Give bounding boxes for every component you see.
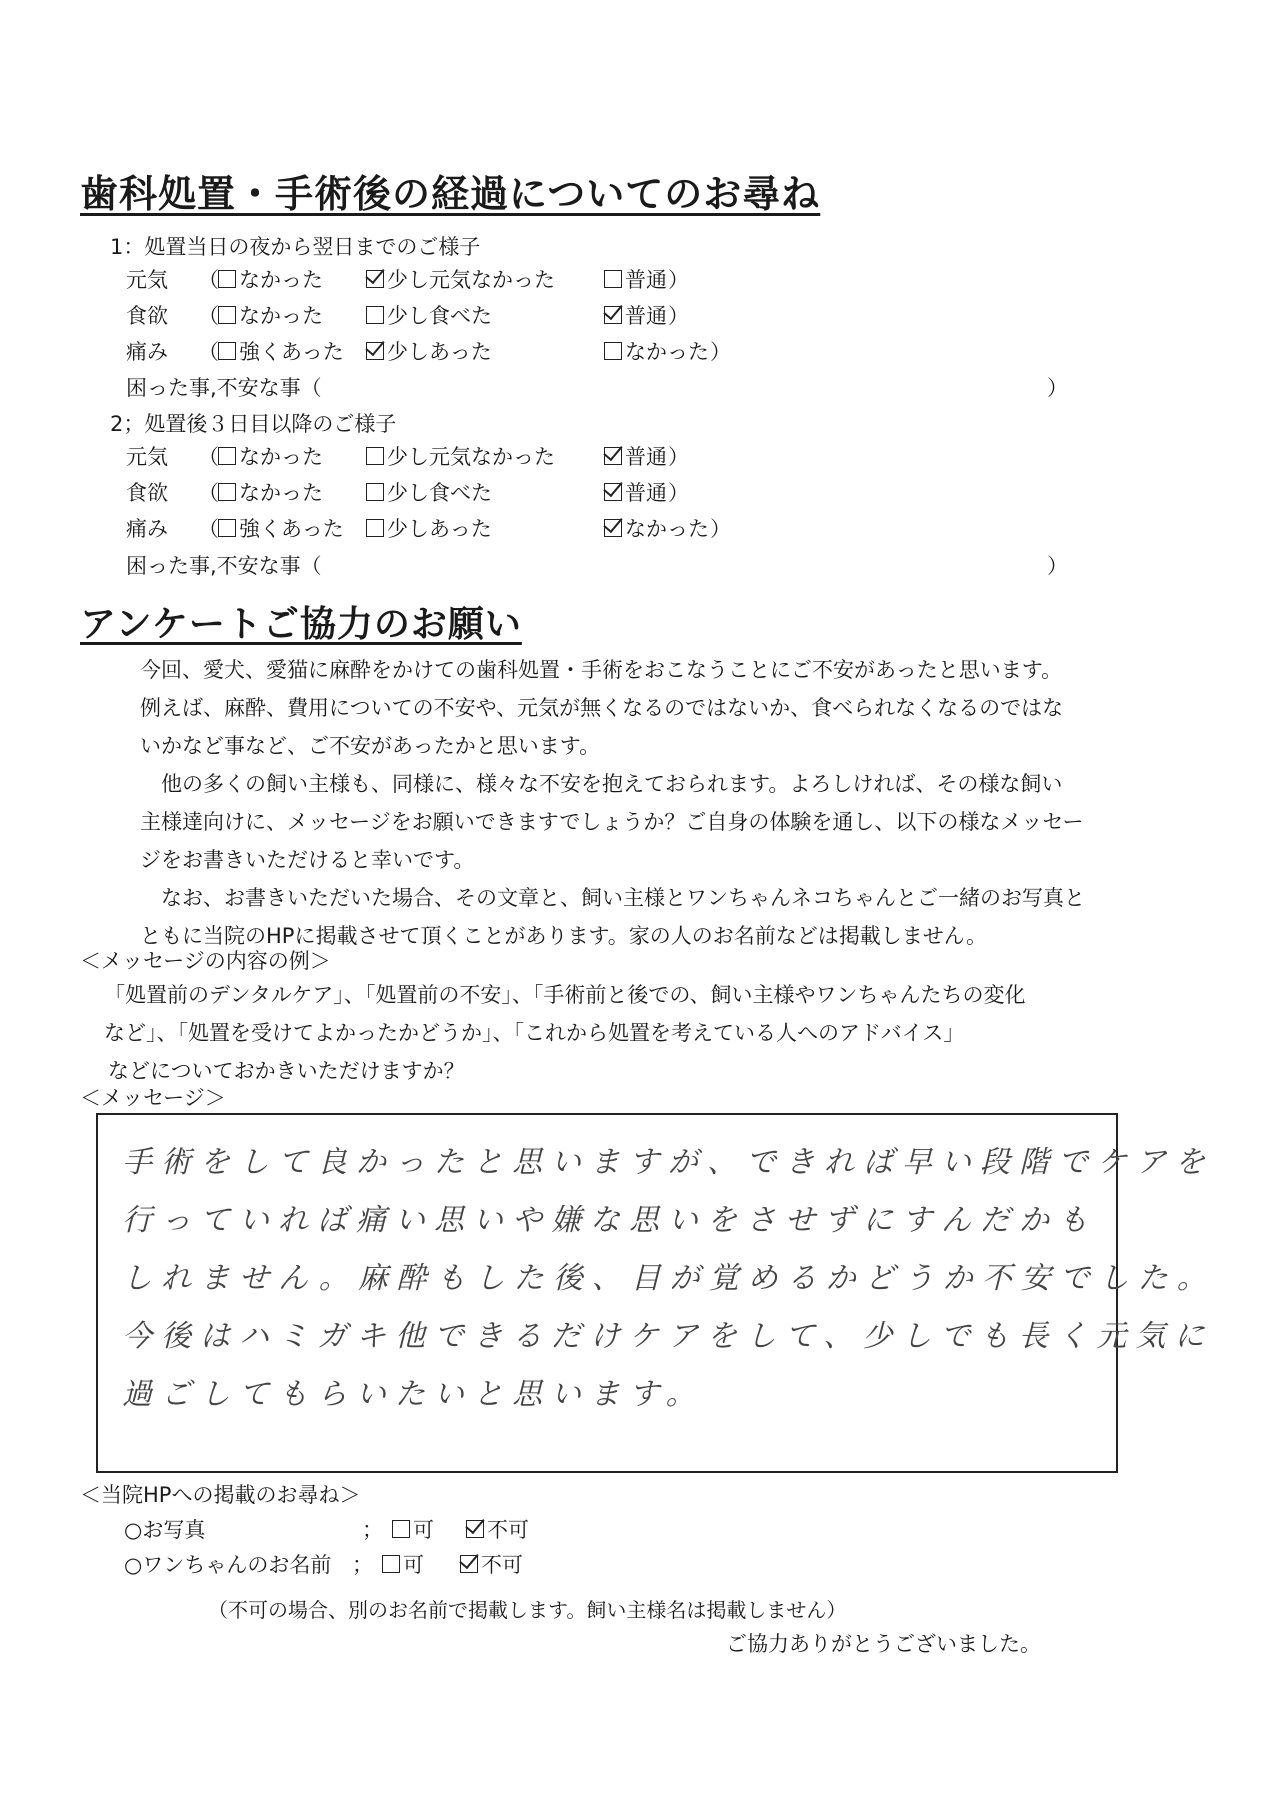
publish-photo-ok[interactable]: 可 (392, 1514, 434, 1544)
row-close-paren: ） (668, 304, 689, 328)
checkbox-option[interactable] (604, 264, 667, 294)
checkbox-icon[interactable] (460, 1555, 478, 1573)
message-line: 行っていれば痛い思いや嫌な思いをさせずにすんだかも (122, 1203, 1097, 1238)
checkbox-icon[interactable] (366, 519, 384, 537)
survey-title: アンケートご協力のお願い (80, 604, 522, 645)
examples-line: などについておかきいただけますか？ (108, 1059, 465, 1083)
thanks-text: ご協力ありがとうございました。 (726, 1632, 1041, 1656)
row-close-paren: ） (668, 445, 689, 469)
checkbox-option[interactable] (218, 441, 323, 471)
survey-line: ともに当院のHPに掲載させて頂くことがあります。家の人のお名前などは掲載しません。 (140, 924, 988, 948)
section2-heading: 2；処置後３日目以降のご様子 (110, 412, 397, 436)
option-label: なかった (239, 268, 323, 292)
publish-photo-sep: ； (362, 1518, 383, 1542)
survey-line: なお、お書きいただいた場合、その文章と、飼い主様とワンちゃんネコちゃんとご一緒のお写真と (140, 886, 1085, 910)
checkbox-icon[interactable] (366, 306, 384, 324)
message-line: 過ごしてもらいたいと思います。 (122, 1377, 705, 1412)
checkbox-icon[interactable] (218, 519, 236, 537)
survey-line: 主様達向けに、メッセージをお願いできますでしょうか？ご自身の体験を通し、以下の様なメッセー (140, 810, 1084, 834)
option-label: 普通 (625, 304, 667, 328)
checked-box-icon[interactable] (604, 306, 622, 324)
checkbox-icon[interactable] (218, 306, 236, 324)
checkbox-icon[interactable] (218, 447, 236, 465)
option-label: 少しあった (387, 517, 492, 541)
checkbox-icon[interactable] (218, 342, 236, 360)
publish-photo-label: ○お写真 (124, 1518, 206, 1542)
checkbox-option[interactable] (604, 336, 709, 366)
publish-name-label: ○ワンちゃんのお名前 (124, 1553, 332, 1577)
checked-box-icon[interactable] (366, 270, 384, 288)
row-open-paren: （ (198, 481, 219, 505)
message-line: 手術をして良かったと思いますが、できれば早い段階でケアを (122, 1145, 1214, 1180)
section2-trouble-field[interactable] (340, 556, 1040, 578)
checked-box-icon[interactable] (366, 342, 384, 360)
survey-line: 他の多くの飼い主様も、同様に、様々な不安を抱えておられます。よろしければ、その様な飼い (140, 772, 1063, 796)
survey-line: 例えば、麻酔、費用についての不安や、元気が無くなるのではないか、食べられなくなるのではな (140, 696, 1064, 720)
message-line: 今後はハミガキ他できるだけケアをして、少しでも長く元気に (122, 1319, 1214, 1354)
row-open-paren: （ (198, 517, 219, 541)
option-label: 強くあった (239, 340, 344, 364)
checkbox-option[interactable] (604, 513, 709, 543)
checkbox-option[interactable] (604, 441, 667, 471)
checkbox-icon[interactable] (218, 270, 236, 288)
survey-text (140, 651, 1085, 955)
option-label: なかった (625, 517, 709, 541)
checked-box-icon[interactable] (604, 447, 622, 465)
row-open-paren: （ (198, 445, 219, 469)
publish-photo-ng[interactable]: 不可 (466, 1514, 529, 1544)
checkbox-option[interactable] (366, 336, 492, 366)
checked-box-icon[interactable] (604, 483, 622, 501)
option-label: 普通 (625, 445, 667, 469)
option-label: 少し食べた (387, 481, 492, 505)
row-close-paren: ） (668, 268, 689, 292)
publish-note: （不可の場合、別のお名前で掲載します。飼い主様名は掲載しません） (208, 1598, 847, 1622)
publish-name-ng[interactable]: 不可 (460, 1549, 523, 1579)
row-label: 痛み (126, 517, 168, 541)
checkbox-option[interactable] (218, 513, 344, 543)
checkbox-icon[interactable] (366, 483, 384, 501)
examples-heading: ＜メッセージの内容の例＞ (80, 949, 331, 973)
checkbox-option[interactable] (218, 336, 344, 366)
checkbox-option[interactable] (218, 300, 323, 330)
section1-trouble-label: 困った事,不安な事（ (126, 376, 322, 400)
row-close-paren: ） (710, 340, 731, 364)
checkbox-option[interactable] (366, 441, 555, 471)
option-label: なかった (239, 481, 323, 505)
option-label: なかった (239, 304, 323, 328)
row-open-paren: （ (198, 340, 219, 364)
message-heading: ＜メッセージ＞ (80, 1086, 226, 1110)
section1-heading: 1：処置当日の夜から翌日までのご様子 (110, 235, 481, 259)
checkbox-option[interactable] (366, 300, 492, 330)
survey-line: 今回、愛犬、愛猫に麻酔をかけての歯科処置・手術をおこなうことにご不安があったと思います。 (140, 658, 1063, 682)
option-label: なかった (239, 445, 323, 469)
checkbox-icon[interactable] (218, 483, 236, 501)
checked-box-icon[interactable] (604, 519, 622, 537)
section1-trouble-field[interactable] (340, 378, 1040, 400)
option-label: 少し元気なかった (387, 268, 555, 292)
checkbox-icon[interactable] (382, 1555, 400, 1573)
option-label: 少し元気なかった (387, 445, 555, 469)
checkbox-icon[interactable] (392, 1520, 410, 1538)
examples-line: など」、「処置を受けてよかったかどうか」、「これから処置を考えている人へのアドバイス」 (104, 1021, 965, 1045)
checkbox-option[interactable] (366, 477, 492, 507)
page-title: 歯科処置・手術後の経過についてのお尋ね (80, 172, 821, 216)
checkbox-option[interactable] (366, 513, 492, 543)
row-open-paren: （ (198, 268, 219, 292)
survey-line: いかなど事など、ご不安があったかと思います。 (140, 734, 601, 758)
option-label: 少し食べた (387, 304, 492, 328)
option-label: 普通 (625, 481, 667, 505)
publish-heading: ＜当院HPへの掲載のお尋ね＞ (80, 1483, 361, 1507)
examples-line: 「処置前のデンタルケア」、「処置前の不安」、「手術前と後での、飼い主様やワンちゃんたちの変化 (104, 983, 1026, 1007)
checkbox-option[interactable] (218, 264, 323, 294)
publish-name-ok[interactable]: 可 (382, 1549, 424, 1579)
row-label: 食欲 (126, 304, 168, 328)
message-line: しれません。麻酔もした後、目が覚めるかどうか不安でした。 (122, 1261, 1216, 1296)
publish-name-sep: ； (352, 1553, 373, 1577)
section1-trouble-close: ） (1047, 376, 1068, 400)
row-label: 食欲 (126, 481, 168, 505)
checkbox-icon[interactable] (604, 270, 622, 288)
checkbox-icon[interactable] (366, 447, 384, 465)
section2-trouble-label: 困った事,不安な事（ (126, 554, 322, 578)
checkbox-icon[interactable] (604, 342, 622, 360)
option-label: 強くあった (239, 517, 344, 541)
option-label: 少しあった (387, 340, 492, 364)
checkbox-option[interactable] (366, 264, 555, 294)
row-close-paren: ） (710, 517, 731, 541)
message-box[interactable] (96, 1113, 1216, 1473)
section2-trouble-close: ） (1047, 554, 1068, 578)
checkbox-option[interactable] (604, 300, 667, 330)
checkbox-option[interactable] (604, 477, 667, 507)
survey-line: ジをお書きいただけると幸いです。 (140, 848, 475, 872)
row-label: 痛み (126, 340, 168, 364)
row-close-paren: ） (668, 481, 689, 505)
checkbox-icon[interactable] (466, 1520, 484, 1538)
examples-text (104, 976, 1025, 1090)
row-label: 元気 (126, 445, 168, 469)
checkbox-option[interactable] (218, 477, 323, 507)
option-label: なかった (625, 340, 709, 364)
row-label: 元気 (126, 268, 168, 292)
row-open-paren: （ (198, 304, 219, 328)
option-label: 普通 (625, 268, 667, 292)
